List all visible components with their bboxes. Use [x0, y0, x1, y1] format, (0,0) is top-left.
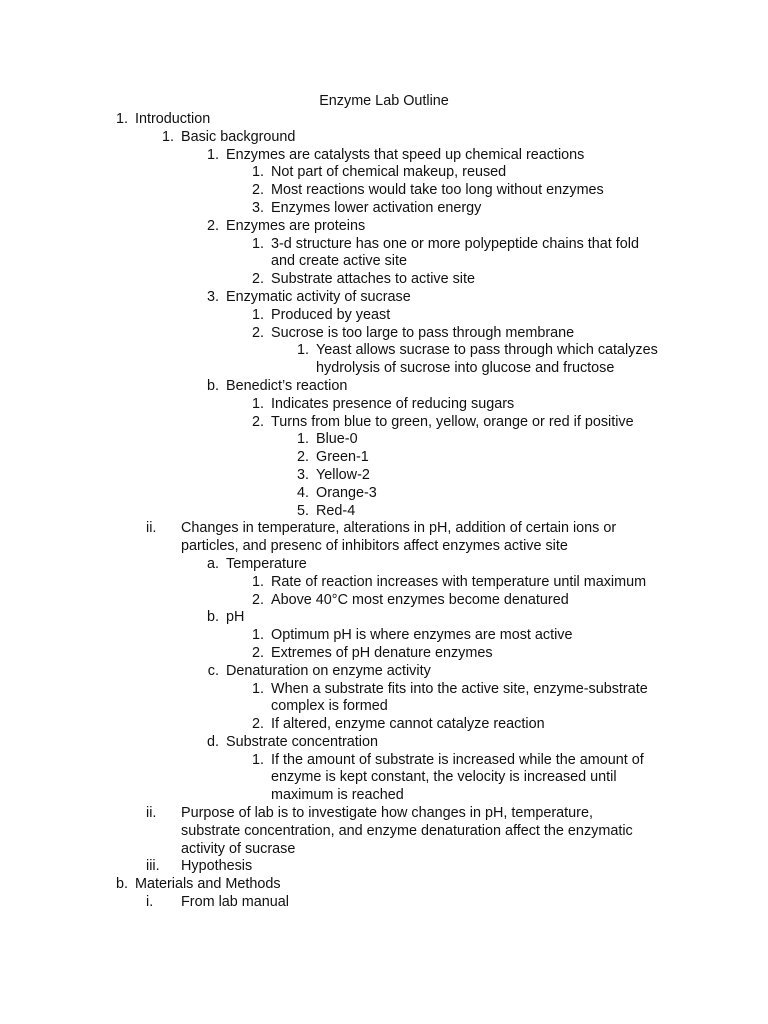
outline-item — [0, 485, 768, 503]
outline-item — [0, 592, 768, 610]
outline-item-marker: 1. — [206, 146, 219, 163]
outline-item-text — [226, 378, 768, 396]
outline-item-line: When a substrate fits into the active site, enzyme-substrate — [271, 680, 648, 697]
outline-item — [0, 805, 768, 858]
outline-item-line: enzyme is kept constant, the velocity is increased until — [271, 769, 617, 786]
outline-item-marker: 2. — [206, 217, 219, 234]
outline-item-line: pH — [226, 609, 245, 626]
outline-item-line: If altered, enzyme cannot catalyze reaction — [271, 716, 545, 733]
outline-item-line: 3-d structure has one or more polypeptide chains that fold — [271, 235, 639, 252]
outline-item — [0, 236, 768, 272]
outline-item-text — [226, 289, 768, 307]
outline-item-line: maximum is reached — [271, 787, 404, 804]
outline-item — [0, 681, 768, 717]
outline-item-marker: 3. — [251, 199, 264, 216]
outline-item-line: particles, and presenc of inhibitors affect enzymes active site — [181, 538, 568, 555]
outline-item-text — [271, 716, 768, 734]
outline-item-marker: ii. — [146, 520, 157, 537]
outline-item-text — [271, 645, 768, 663]
outline-item-marker: d. — [206, 733, 219, 750]
outline-item-line: Introduction — [135, 111, 211, 127]
outline-item-marker: 2. — [296, 449, 309, 466]
outline-item — [0, 307, 768, 325]
outline-item-line: Substrate concentration — [226, 733, 378, 750]
outline-item-line: complex is formed — [271, 698, 388, 715]
outline-item-line: Enzymes are catalysts that speed up chemical reactions — [226, 146, 585, 163]
outline-item-text — [316, 342, 768, 378]
outline-item — [0, 164, 768, 182]
outline-item — [0, 449, 768, 467]
outline-item-text — [271, 592, 768, 610]
outline-item-line: Basic background — [181, 128, 296, 145]
outline-item — [0, 396, 768, 414]
outline-item-text — [135, 876, 768, 894]
outline-item-marker: 4. — [296, 484, 309, 501]
outline-item-line: activity of sucrase — [181, 840, 296, 857]
outline-item — [0, 734, 768, 752]
outline-item-text — [271, 574, 768, 592]
outline-item — [0, 520, 768, 556]
outline-item-line: Sucrose is too large to pass through membrane — [271, 324, 575, 341]
outline-list — [0, 111, 768, 912]
outline-item — [0, 858, 768, 876]
outline-item-line: Yellow-2 — [316, 466, 370, 483]
outline-item-line: Turns from blue to green, yellow, orange or red if positive — [271, 413, 634, 430]
outline-item-text — [271, 236, 768, 272]
outline-item-line: Purpose of lab is to investigate how changes in pH, temperature, — [181, 805, 593, 822]
outline-item-text — [226, 609, 768, 627]
outline-item — [0, 200, 768, 218]
outline-item-marker: 1. — [251, 751, 264, 768]
outline-item-text — [271, 164, 768, 182]
outline-item-text — [181, 129, 768, 147]
outline-item-line: Orange-3 — [316, 484, 377, 501]
outline-item-text — [135, 111, 768, 129]
outline-item — [0, 716, 768, 734]
outline-item-text — [316, 485, 768, 503]
outline-item — [0, 752, 768, 805]
outline-item-line: From lab manual — [181, 894, 289, 911]
outline-item-text — [271, 681, 768, 717]
outline-item — [0, 556, 768, 574]
outline-item-text — [271, 182, 768, 200]
document-title: Enzyme Lab Outline — [319, 93, 449, 109]
outline-item-marker: 1. — [161, 128, 174, 145]
outline-item-line: Green-1 — [316, 449, 369, 466]
outline-item-line: Substrate attaches to active site — [271, 271, 475, 288]
outline-item-line: Produced by yeast — [271, 306, 391, 323]
outline-item-marker: 2. — [251, 182, 264, 199]
outline-item-marker: 2. — [251, 413, 264, 430]
outline-item-line: Most reactions would take too long without enzymes — [271, 182, 604, 199]
outline-item-text — [271, 414, 768, 432]
outline-item-text — [226, 663, 768, 681]
outline-item-text — [271, 271, 768, 289]
outline-item-marker: 2. — [251, 324, 264, 341]
outline-item-marker: b. — [206, 377, 219, 394]
outline-item-marker: 2. — [251, 716, 264, 733]
outline-item-line: Changes in temperature, alterations in pH, addition of certain ions or — [181, 520, 617, 537]
outline-item — [0, 129, 768, 147]
outline-item — [0, 645, 768, 663]
outline-item-text — [181, 858, 768, 876]
outline-item — [0, 431, 768, 449]
outline-item-text — [316, 431, 768, 449]
outline-item-marker: 1. — [251, 164, 264, 181]
outline-item-marker: 1. — [251, 235, 264, 252]
outline-item — [0, 876, 768, 894]
outline-item — [0, 467, 768, 485]
outline-item — [0, 414, 768, 432]
outline-item-marker: 5. — [296, 502, 309, 519]
outline-item-marker: 1. — [296, 431, 309, 448]
outline-item-text — [181, 805, 768, 858]
outline-item-text — [271, 307, 768, 325]
outline-item — [0, 609, 768, 627]
outline-item-line: hydrolysis of sucrose into glucose and fructose — [316, 360, 615, 377]
outline-item-line: Rate of reaction increases with temperature until maximum — [271, 573, 647, 590]
outline-item-line: Red-4 — [316, 502, 356, 519]
outline-item-text — [181, 520, 768, 556]
outline-item-line: Indicates presence of reducing sugars — [271, 395, 515, 412]
outline-item-marker: 3. — [296, 466, 309, 483]
outline-item-text — [316, 503, 768, 521]
outline-item-text — [271, 200, 768, 218]
outline-item-line: Enzymes are proteins — [226, 217, 366, 234]
outline-item-line: Yeast allows sucrase to pass through which catalyzes — [316, 342, 658, 359]
outline-item — [0, 271, 768, 289]
outline-item-line: Not part of chemical makeup, reused — [271, 164, 507, 181]
outline-item-line: and create active site — [271, 253, 407, 270]
outline-item — [0, 627, 768, 645]
outline-item-marker: 2. — [251, 271, 264, 288]
outline-item-marker: i. — [146, 894, 154, 911]
outline-item-line: Denaturation on enzyme activity — [226, 662, 431, 679]
outline-item — [0, 342, 768, 378]
outline-item-text — [226, 147, 768, 165]
outline-item-marker: 2. — [251, 644, 264, 661]
outline-item — [0, 182, 768, 200]
outline-item-line: Above 40°C most enzymes become denatured — [271, 591, 569, 608]
outline-item-text — [271, 325, 768, 343]
outline-item-marker: 2. — [251, 591, 264, 608]
outline-item-line: substrate concentration, and enzyme denaturation affect the enzymatic — [181, 822, 633, 839]
outline-item — [0, 325, 768, 343]
outline-item-line: Hypothesis — [181, 858, 253, 875]
outline-item-marker: 1. — [296, 342, 309, 359]
outline-item-marker: a. — [206, 555, 219, 572]
outline-item — [0, 218, 768, 236]
outline-item-marker: ii. — [146, 805, 157, 822]
outline-item-line: Enzymatic activity of sucrase — [226, 288, 411, 305]
outline-item — [0, 894, 768, 912]
outline-item-text — [226, 734, 768, 752]
outline-item — [0, 503, 768, 521]
outline-item-line: Benedict’s reaction — [226, 377, 348, 394]
outline-item-text — [271, 752, 768, 805]
outline-item-marker: b. — [206, 609, 219, 626]
outline-item-text — [181, 894, 768, 912]
outline-item-marker: 3. — [206, 288, 219, 305]
outline-item-line: Optimum pH is where enzymes are most active — [271, 627, 573, 644]
outline-item-marker: 1. — [251, 395, 264, 412]
outline-item-marker: b. — [115, 876, 128, 893]
outline-item-marker: iii. — [146, 858, 160, 875]
outline-item-text — [271, 627, 768, 645]
outline-item — [0, 289, 768, 307]
outline-item-line: If the amount of substrate is increased while the amount of — [271, 751, 644, 768]
outline-item-line: Blue-0 — [316, 431, 358, 448]
outline-item — [0, 574, 768, 592]
outline-item-text — [316, 467, 768, 485]
outline-item-text — [316, 449, 768, 467]
outline-item-line: Enzymes lower activation energy — [271, 199, 482, 216]
outline-item — [0, 147, 768, 165]
outline-item-line: Materials and Methods — [135, 876, 281, 893]
outline-item — [0, 378, 768, 396]
outline-item-line: Extremes of pH denature enzymes — [271, 644, 493, 661]
outline-item-marker: 1. — [251, 306, 264, 323]
outline-item-text — [226, 556, 768, 574]
outline-item-marker: 1. — [115, 111, 128, 127]
outline-item-marker: c. — [207, 662, 219, 679]
outline-item — [0, 663, 768, 681]
outline-item-marker: 1. — [251, 627, 264, 644]
outline-item-marker: 1. — [251, 573, 264, 590]
outline-item-line: Temperature — [226, 555, 307, 572]
outline-item — [0, 111, 768, 129]
outline-item-text — [226, 218, 768, 236]
outline-item-text — [271, 396, 768, 414]
outline-item-marker: 1. — [251, 680, 264, 697]
